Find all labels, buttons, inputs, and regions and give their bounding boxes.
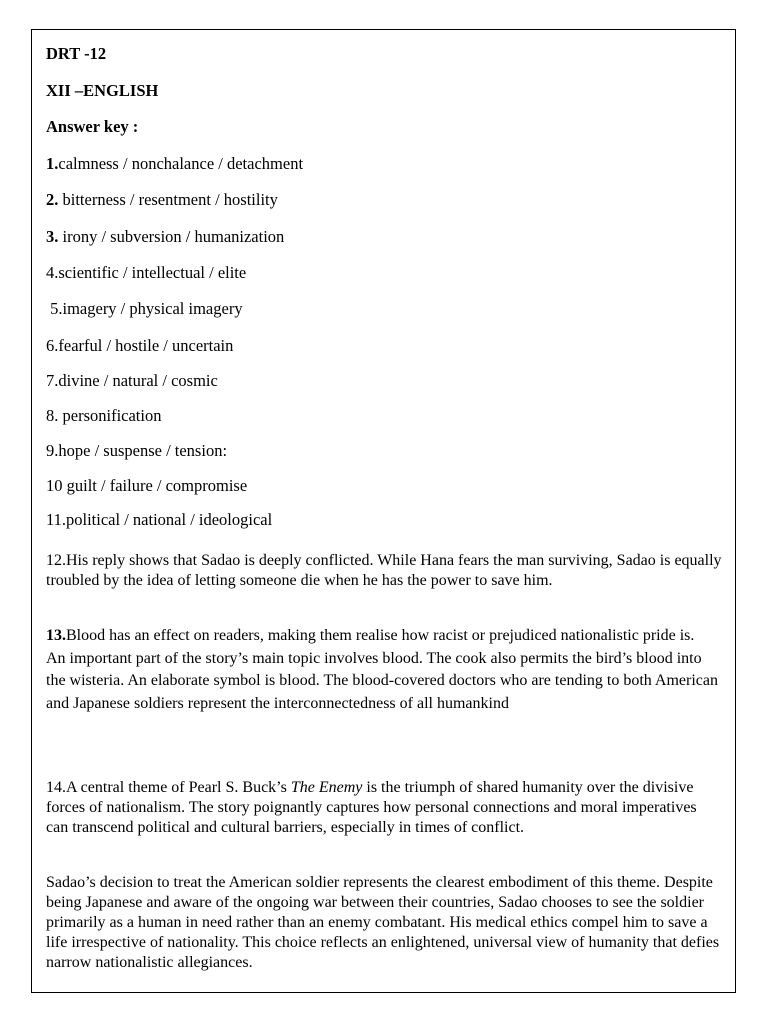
answer-7: 7.divine / natural / cosmic <box>46 371 218 390</box>
answer-text: Blood has an effect on readers, making them realise how racist or prejudiced nationalistic pride is. <box>66 627 695 644</box>
book-title: The Enemy <box>290 779 363 796</box>
answer-key-heading: Answer key : <box>46 117 139 136</box>
answer-5: 5.imagery / physical imagery <box>46 299 243 318</box>
answer-3 <box>46 227 284 247</box>
document-code: DRT -12 <box>46 44 107 63</box>
answer-text: bitterness / resentment / hostility <box>58 190 278 209</box>
answer-11: 11.political / national / ideological <box>46 510 273 529</box>
answer-13-first-paragraph <box>46 625 722 648</box>
answer-2 <box>46 190 278 210</box>
answer-number: 13. <box>46 627 66 644</box>
answer-number: 3. <box>46 227 59 246</box>
answer-6: 6.fearful / hostile / uncertain <box>46 336 234 355</box>
answer-14-second-paragraph: Sadao’s decision to treat the American soldier represents the clearest embodiment of this theme. Despite being Japanese and aware of the ongoing war between their countries, Sadao chooses to see the soldier primarily as a human in need rather than an enemy combatant. His medical ethics compel him to save a life irrespective of nationality. This choice reflects an enlightened, universal view of humanity that defies narrow nationalistic allegiances. <box>46 874 720 971</box>
answer-8: 8. personification <box>46 406 162 425</box>
answer-text: is the triumph of shared humanity over the divisive forces of nationalism. The story poignantly captures how personal connections and moral imperatives can transcend political and cultural barriers, especially in times of conflict. <box>46 779 697 836</box>
answer-number: 2. <box>46 190 59 209</box>
subject-heading: XII –ENGLISH <box>46 81 159 100</box>
answer-4: 4.scientific / intellectual / elite <box>46 263 247 282</box>
answer-text: calmness / nonchalance / detachment <box>58 154 304 173</box>
answer-text: irony / subversion / humanization <box>58 227 285 246</box>
answer-12: 12.His reply shows that Sadao is deeply conflicted. While Hana fears the man surviving, Sadao is equally troubled by the idea of letting someone die when he has the power to save him. <box>46 552 722 589</box>
answer-13 <box>46 625 722 715</box>
answer-1 <box>46 154 303 174</box>
answer-9: 9.hope / suspense / tension: <box>46 441 228 460</box>
answer-number: 1. <box>46 154 59 173</box>
answer-10: 10 guilt / failure / compromise <box>46 476 248 495</box>
answer-13-second-paragraph: An important part of the story’s main topic involves blood. The cook also permits the bird’s blood into the wisteria. An elaborate symbol is blood. The blood-covered doctors who are tending to both American and Japanese soldiers represent the interconnectedness of all humankind <box>46 649 718 712</box>
answer-text: 14.A central theme of Pearl S. Buck’s <box>46 779 291 796</box>
answer-14 <box>46 778 722 838</box>
answer-14-first-paragraph <box>46 778 722 838</box>
